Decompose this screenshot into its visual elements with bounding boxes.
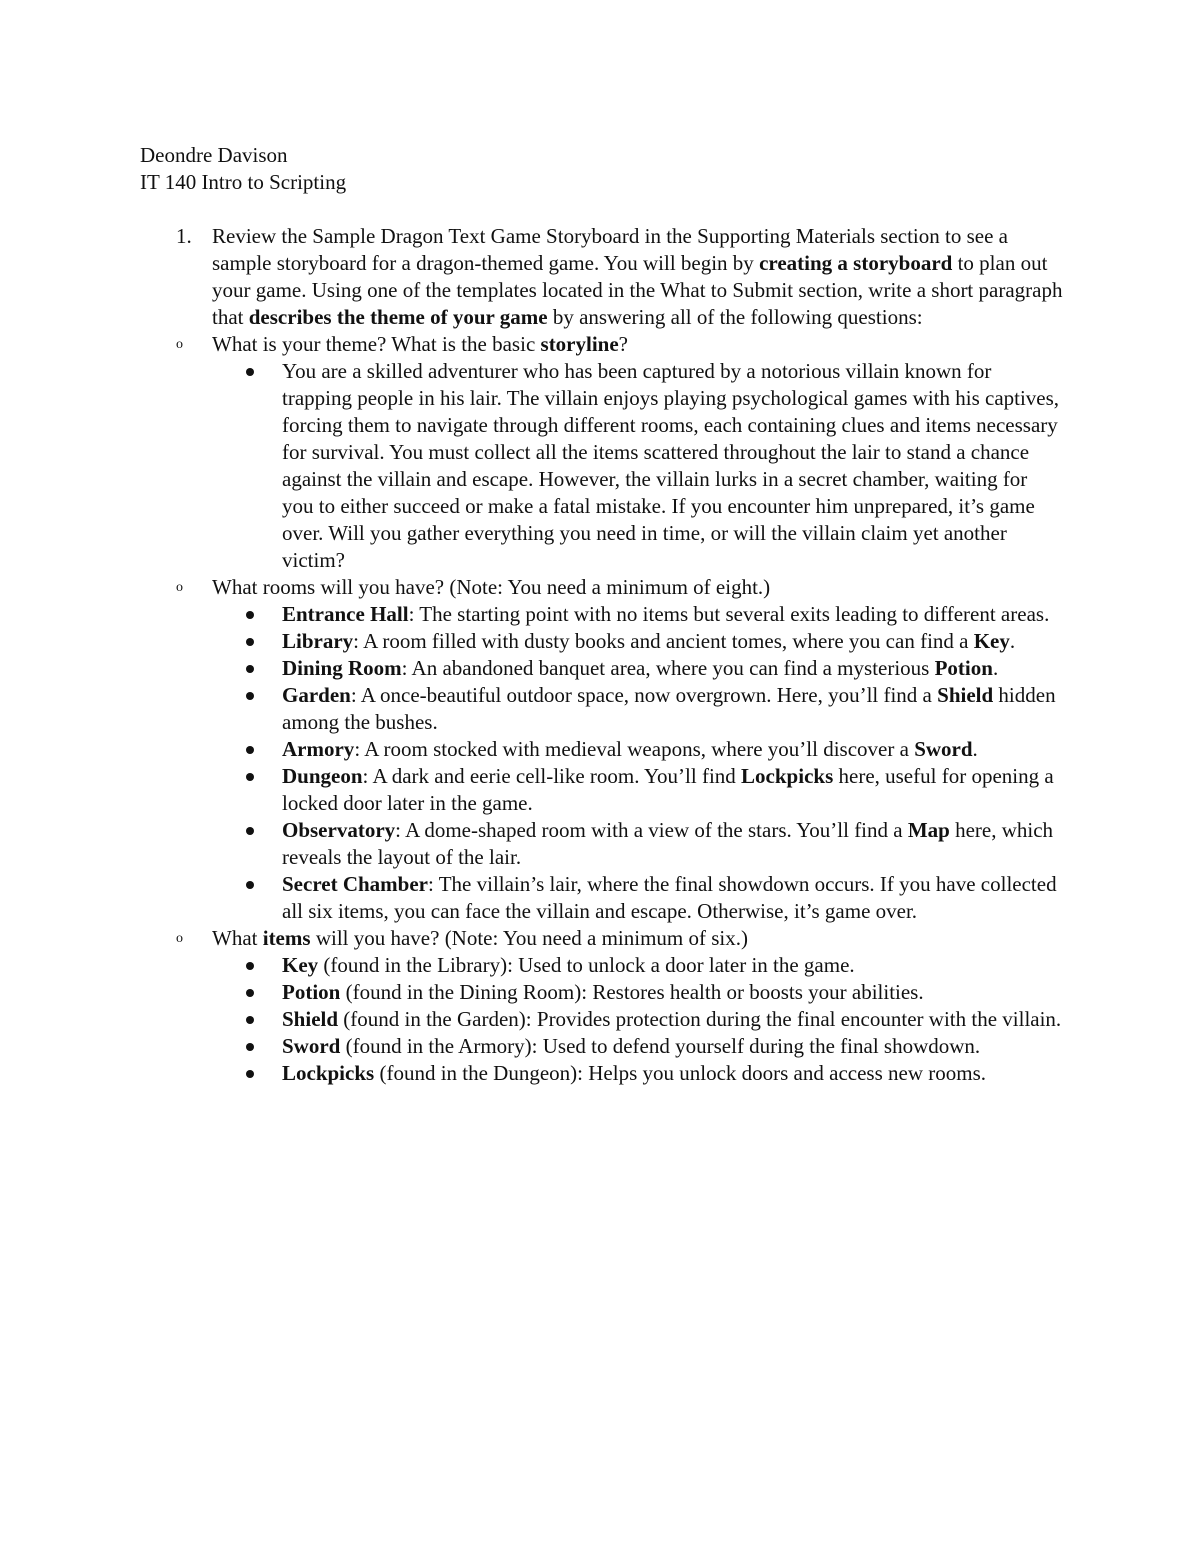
q1-text-1: Review the Sample Dragon Text Game Storyboard in the Supporting Materials section to see a sample storyboard for a dragon-themed game. You will begin by [212, 224, 1008, 275]
room-desc: : A room filled with dusty books and ancient tomes, where you can find a [353, 629, 974, 653]
items-question [140, 925, 1064, 952]
room-desc: : A dome-shaped room with a view of the stars. You’ll find a [395, 818, 908, 842]
room-desc: : A room stocked with medieval weapons, where you’ll discover a [354, 737, 915, 761]
bullet-icon [246, 692, 254, 700]
rooms-list [140, 601, 1064, 925]
room-item [212, 682, 1064, 736]
item-name: Key [282, 953, 319, 977]
room-item-name: Map [907, 818, 950, 842]
item-name: Lockpicks [282, 1061, 375, 1085]
room-name: Secret Chamber [282, 872, 428, 896]
q1-text-2: to plan out your game. Using one of the templates located in the What to Submit section, write a short paragraph that [212, 251, 1063, 329]
item-entry [212, 1006, 1064, 1033]
room-desc-end: here, useful for opening a locked door later in the game. [282, 764, 1054, 815]
item-entry [212, 1060, 1064, 1087]
bullet-icon [246, 665, 254, 673]
bullet-icon [246, 368, 254, 376]
q1-bold-1: creating a storyboard [759, 251, 953, 275]
room-desc: : A dark and eerie cell-like room. You’ll find [362, 764, 742, 788]
room-item [212, 736, 1064, 763]
q1-text-3: by answering all of the following questions: [547, 305, 923, 329]
room-desc: : A once-beautiful outdoor space, now overgrown. Here, you’ll find a [350, 683, 938, 707]
item-name: Shield [282, 1007, 339, 1031]
item-entry [212, 979, 1064, 1006]
room-desc: : The villain’s lair, where the final showdown occurs. If you have collected all six items, you can face the villain and escape. Otherwise, it’s game over. [282, 872, 1057, 923]
room-desc-end: . [1009, 629, 1016, 653]
item-desc: (found in the Garden): Provides protection during the final encounter with the villain. [338, 1007, 1062, 1031]
room-item [212, 817, 1064, 871]
room-name: Dungeon [282, 764, 363, 788]
room-desc-end: . [992, 656, 999, 680]
room-desc: : The starting point with no items but several exits leading to different areas. [408, 602, 1050, 626]
item-name: Potion [282, 980, 341, 1004]
room-name: Garden [282, 683, 351, 707]
room-item [212, 871, 1064, 925]
room-name: Entrance Hall [282, 602, 409, 626]
bullet-icon [246, 827, 254, 835]
room-item [212, 628, 1064, 655]
room-name: Dining Room [282, 656, 402, 680]
theme-q-bold: storyline [540, 332, 619, 356]
question-number: 1. [176, 224, 192, 248]
item-name: Sword [282, 1034, 341, 1058]
room-item [212, 763, 1064, 817]
room-item [212, 601, 1064, 628]
sub-bullet-marker: o [176, 931, 183, 946]
author-name: Deondre Davison [140, 143, 288, 167]
theme-q-end: ? [618, 332, 628, 356]
bullet-icon [246, 1016, 254, 1024]
room-item [212, 655, 1064, 682]
bullet-icon [246, 611, 254, 619]
sub-bullet-marker: o [176, 580, 183, 595]
item-entry [212, 1033, 1064, 1060]
bullet-icon [246, 1043, 254, 1051]
bullet-icon [246, 989, 254, 997]
room-item-name: Shield [937, 683, 994, 707]
items-q-end: will you have? (Note: You need a minimum of six.) [310, 926, 749, 950]
theme-answer-text: You are a skilled adventurer who has been captured by a notorious villain known for trapping people in his lair. The villain enjoys playing psychological games with his captives, forcing them to navigate through different rooms, each containing clues and items necessary for survival. You must collect all the items scattered throughout the lair to stand a chance against the villain and escape. However, the villain lurks in a secret chamber, waiting for you to either succeed or make a fatal mistake. If you encounter him unprepared, it’s game over. Will you gather everything you need in time, or will the villain claim yet another victim? [282, 359, 1060, 572]
document-page [140, 142, 1064, 1087]
bullet-icon [246, 962, 254, 970]
item-desc: (found in the Library): Used to unlock a door later in the game. [318, 953, 855, 977]
room-item-name: Sword [914, 737, 973, 761]
q1-bold-2: describes the theme of your game [248, 305, 548, 329]
theme-answer-block [140, 358, 1064, 574]
room-desc-end: hidden among the bushes. [282, 683, 1056, 734]
course-title: IT 140 Intro to Scripting [140, 170, 347, 194]
item-desc: (found in the Armory): Used to defend yourself during the final showdown. [340, 1034, 981, 1058]
bullet-icon [246, 881, 254, 889]
bullet-icon [246, 746, 254, 754]
rooms-question [140, 574, 1064, 601]
room-name: Observatory [282, 818, 396, 842]
bullet-icon [246, 638, 254, 646]
theme-q-text: What is your theme? What is the basic [212, 332, 541, 356]
item-desc: (found in the Dining Room): Restores health or boosts your abilities. [340, 980, 924, 1004]
room-item-name: Potion [934, 656, 993, 680]
bullet-icon [246, 1070, 254, 1078]
bullet-icon [246, 773, 254, 781]
items-list [140, 952, 1064, 1087]
room-desc-end: . [972, 737, 978, 761]
sub-bullet-marker: o [176, 337, 183, 352]
item-desc: (found in the Dungeon): Helps you unlock doors and access new rooms. [374, 1061, 986, 1085]
room-desc-end: here, which reveals the layout of the lair. [282, 818, 1054, 869]
rooms-q-text: What rooms will you have? (Note: You need a minimum of eight.) [212, 575, 771, 599]
room-name: Armory [282, 737, 355, 761]
item-entry [212, 952, 1064, 979]
theme-question [140, 331, 1064, 358]
question-1 [140, 223, 1064, 331]
room-name: Library [282, 629, 354, 653]
items-q-text: What [212, 926, 263, 950]
room-item-name: Lockpicks [741, 764, 834, 788]
room-item-name: Key [973, 629, 1010, 653]
room-desc: : An abandoned banquet area, where you can find a mysterious [401, 656, 935, 680]
theme-answer [212, 358, 1064, 574]
items-q-bold: items [262, 926, 311, 950]
